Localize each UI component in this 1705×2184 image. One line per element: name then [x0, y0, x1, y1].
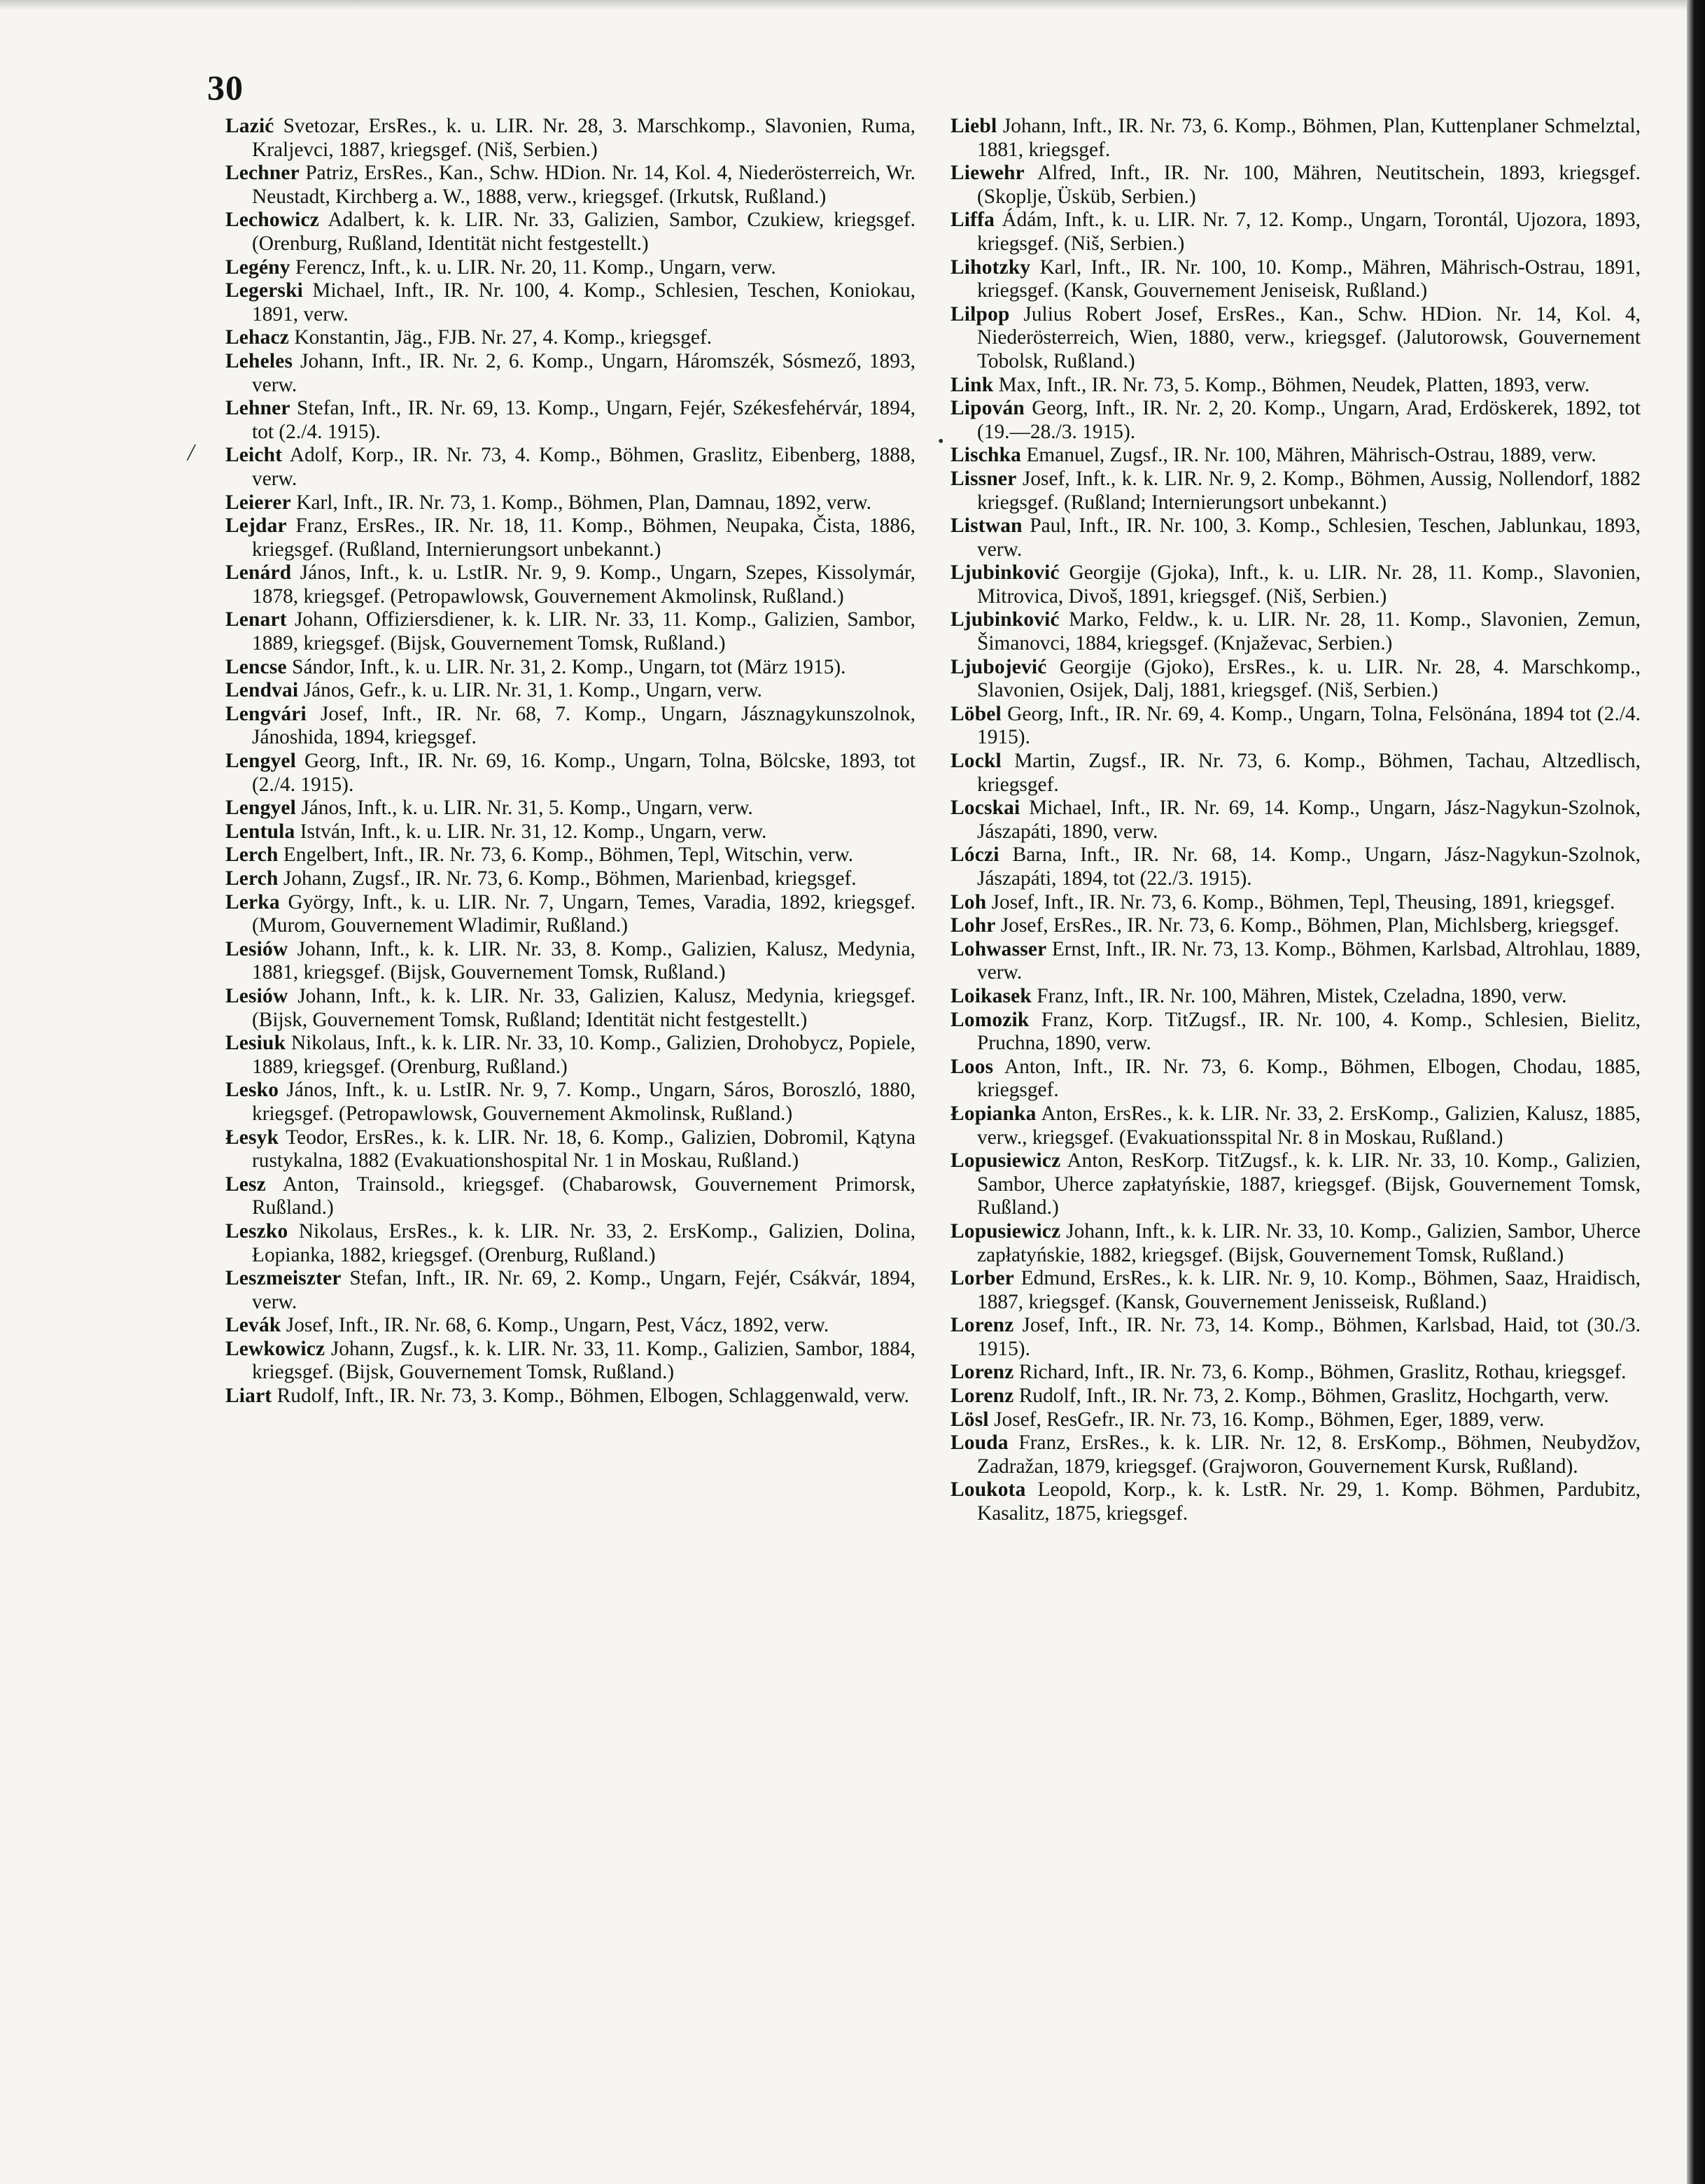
- entry-surname: Lopusiewicz: [950, 1149, 1061, 1172]
- entry-surname: Lenárd: [225, 561, 292, 584]
- entry-details: Johann, Zugsf., k. k. LIR. Nr. 33, 11. Komp., Galizien, Sambor, 1884, kriegsgef. (Bijsk, Gouvernement Tomsk, Rußland.): [252, 1337, 915, 1384]
- entry-details: Georg, Inft., IR. Nr. 69, 4. Komp., Ungarn, Tolna, Felsönána, 1894 tot (2./4. 1915).: [977, 702, 1641, 749]
- entry-surname: Lengyel: [225, 797, 296, 820]
- entry-surname: Lerch: [225, 844, 279, 867]
- entry-details: Nikolaus, ErsRes., k. k. LIR. Nr. 33, 2. ErsKomp., Galizien, Dolina, Łopianka, 1882, kriegsgef. (Orenburg, Rußland.): [252, 1219, 915, 1266]
- entry-details: György, Inft., k. u. LIR. Nr. 7, Ungarn, Temes, Varadia, 1892, kriegsgef. (Murom, Gouvernement Wladimir, Rußland.): [252, 890, 915, 937]
- entry-details: Konstantin, Jäg., FJB. Nr. 27, 4. Komp., kriegsgef.: [294, 326, 713, 349]
- register-entry: [225, 867, 915, 891]
- entry-surname: Lendvai: [225, 679, 299, 702]
- entry-surname: Lerch: [225, 867, 279, 890]
- register-entry: [225, 750, 915, 797]
- entry-details: Josef, Inft., IR. Nr. 73, 6. Komp., Böhmen, Tepl, Theusing, 1891, kriegsgef.: [991, 890, 1615, 913]
- entry-details: Anton, ResKorp. TitZugsf., k. k. LIR. Nr. 33, 10. Komp., Galizien, Sambor, Uherce zapłatyńskie, 1887, kriegsgef. (Bijsk, Gouvernement Tomsk, Rußland.): [977, 1149, 1641, 1219]
- entry-details: Franz, ErsRes., k. k. LIR. Nr. 12, 8. ErsKomp., Böhmen, Neubydžov, Zadražan, 1879, kriegsgef. (Grajworon, Gouvernement Kursk, Rußland).: [977, 1432, 1641, 1478]
- entry-details: Emanuel, Zugsf., IR. Nr. 100, Mähren, Mährisch-Ostrau, 1889, verw.: [1026, 444, 1597, 467]
- entry-details: Johann, Zugsf., IR. Nr. 73, 6. Komp., Böhmen, Marienbad, kriegsgef.: [283, 867, 857, 890]
- register-entry: [950, 397, 1641, 444]
- left-column: [225, 115, 915, 1408]
- entry-surname: Lomozik: [950, 1008, 1030, 1031]
- register-entry: [950, 1056, 1641, 1102]
- entry-surname: Lorber: [950, 1267, 1014, 1290]
- register-entry: [950, 750, 1641, 797]
- register-entry: [225, 444, 915, 491]
- entry-surname: Lengyel: [225, 750, 296, 773]
- register-entry: [225, 1314, 915, 1338]
- register-entry: [225, 162, 915, 209]
- entry-details: Franz, Korp. TitZugsf., IR. Nr. 100, 4. Komp., Schlesien, Bielitz, Pruchna, 1890, verw.: [977, 1008, 1641, 1055]
- page-right-edge: [1687, 0, 1705, 2184]
- margin-dot-mark: •: [938, 433, 944, 451]
- register-entry: [950, 209, 1641, 255]
- entry-surname: Loh: [950, 890, 987, 913]
- entry-details: Engelbert, Inft., IR. Nr. 73, 6. Komp., Böhmen, Tepl, Witschin, verw.: [283, 844, 854, 867]
- entry-surname: Lockl: [950, 750, 1002, 773]
- entry-surname: Łesyk: [225, 1126, 279, 1149]
- register-entry: [225, 938, 915, 985]
- entry-surname: Lohr: [950, 914, 996, 937]
- entry-surname: Leicht: [225, 444, 283, 467]
- entry-surname: Lechner: [225, 162, 300, 185]
- entry-surname: Lencse: [225, 655, 287, 678]
- register-entry: [225, 115, 915, 162]
- entry-surname: Liart: [225, 1385, 272, 1408]
- entry-details: Rudolf, Inft., IR. Nr. 73, 2. Komp., Böhmen, Graslitz, Hochgarth, verw.: [1018, 1385, 1609, 1408]
- entry-details: Alfred, Inft., IR. Nr. 100, Mähren, Neutitschein, 1893, kriegsgef. (Skoplje, Üsküb, Serbien.): [977, 162, 1641, 208]
- entry-details: János, Inft., k. u. LIR. Nr. 31, 5. Komp., Ungarn, verw.: [301, 797, 753, 820]
- entry-details: Johann, Offiziersdiener, k. k. LIR. Nr. 33, 11. Komp., Galizien, Sambor, 1889, kriegsgef. (Bijsk, Gouvernement Tomsk, Rußland.): [252, 608, 915, 655]
- register-entry: [950, 938, 1641, 985]
- entry-surname: Loikasek: [950, 984, 1032, 1007]
- register-entry: [225, 397, 915, 444]
- page-top-shadow: [0, 0, 1705, 10]
- entry-surname: Ljubojević: [950, 655, 1047, 678]
- register-entry: [950, 561, 1641, 608]
- entry-details: Sándor, Inft., k. u. LIR. Nr. 31, 2. Komp., Ungarn, tot (März 1915).: [292, 655, 846, 678]
- entry-details: Johann, Inft., IR. Nr. 2, 6. Komp., Ungarn, Háromszék, Sósmező, 1893, verw.: [252, 349, 915, 396]
- register-entry: [950, 1361, 1641, 1385]
- register-entry: [225, 1220, 915, 1267]
- register-entry: [225, 256, 915, 280]
- entry-surname: Liewehr: [950, 162, 1025, 185]
- entry-details: Anton, Trainsold., kriegsgef. (Chabarowsk, Gouvernement Primorsk, Rußland.): [252, 1172, 915, 1219]
- entry-details: Franz, ErsRes., IR. Nr. 18, 11. Komp., Böhmen, Neupaka, Čista, 1886, kriegsgef. (Rußland, Internierungsort unbekannt.): [252, 514, 915, 561]
- entry-surname: Lechowicz: [225, 209, 320, 232]
- register-entry: [950, 514, 1641, 561]
- entry-surname: Lesiuk: [225, 1032, 286, 1055]
- entry-details: Johann, Inft., k. k. LIR. Nr. 33, 8. Komp., Galizien, Kalusz, Medynia, 1881, kriegsgef. (Bijsk, Gouvernement Tomsk, Rußland.): [252, 937, 915, 984]
- entry-surname: Lerka: [225, 890, 280, 913]
- entry-details: Josef, Inft., IR. Nr. 73, 14. Komp., Böhmen, Karlsbad, Haid, tot (30./3. 1915).: [977, 1314, 1641, 1360]
- entry-surname: Lentula: [225, 820, 295, 843]
- entry-details: Josef, Inft., k. k. LIR. Nr. 9, 2. Komp., Böhmen, Aussig, Nollendorf, 1882 kriegsgef. (Rußland; Internierungsort unbekannt.): [977, 467, 1641, 514]
- register-entry: [225, 797, 915, 820]
- entry-surname: Lipován: [950, 397, 1025, 420]
- entry-details: Ádám, Inft., k. u. LIR. Nr. 7, 12. Komp., Ungarn, Torontál, Ujozora, 1893, kriegsgef. (Niš, Serbien.): [977, 209, 1641, 255]
- entry-details: Johann, Inft., k. k. LIR. Nr. 33, Galizien, Kalusz, Medynia, kriegsgef. (Bijsk, Gouvernement Tomsk, Rußland; Identität nicht festgestellt.): [252, 984, 915, 1031]
- entry-surname: Louda: [950, 1432, 1009, 1455]
- entry-surname: Loukota: [950, 1478, 1026, 1502]
- register-entry: [225, 703, 915, 750]
- register-entry: [950, 844, 1641, 890]
- register-entry: [225, 891, 915, 938]
- entry-details: Georg, Inft., IR. Nr. 69, 16. Komp., Ungarn, Tolna, Bölcske, 1893, tot (2./4. 1915).: [252, 750, 915, 796]
- entry-details: Josef, Inft., IR. Nr. 68, 6. Komp., Ungarn, Pest, Vácz, 1892, verw.: [286, 1314, 829, 1337]
- register-entry: [950, 914, 1641, 938]
- register-entry: [225, 844, 915, 867]
- entry-surname: Łopianka: [950, 1102, 1037, 1125]
- register-entry: [950, 1102, 1641, 1149]
- entry-details: János, Inft., k. u. LstIR. Nr. 9, 9. Komp., Ungarn, Szepes, Kissolymár, 1878, kriegsgef. (Petropawlowsk, Gouvernement Akmolinsk, Rußland.): [252, 561, 915, 608]
- entry-surname: Leierer: [225, 491, 291, 514]
- register-entry: [225, 561, 915, 608]
- entry-details: János, Gefr., k. u. LIR. Nr. 31, 1. Komp., Ungarn, verw.: [303, 679, 762, 702]
- entry-details: Anton, ErsRes., k. k. LIR. Nr. 33, 2. ErsKomp., Galizien, Kalusz, 1885, verw., kriegsgef. (Evakuationsspital Nr. 8 in Moskau, Rußland.): [977, 1102, 1641, 1149]
- register-entry: [225, 350, 915, 397]
- entry-details: Rudolf, Inft., IR. Nr. 73, 3. Komp., Böhmen, Elbogen, Schlaggenwald, verw.: [276, 1385, 910, 1408]
- register-entry: [225, 491, 915, 515]
- entry-details: Ernst, Inft., IR. Nr. 73, 13. Komp., Böhmen, Karlsbad, Altrohlau, 1889, verw.: [977, 937, 1641, 984]
- register-entry: [225, 209, 915, 255]
- entry-surname: Lösl: [950, 1408, 989, 1431]
- entry-details: Georg, Inft., IR. Nr. 2, 20. Komp., Ungarn, Arad, Erdöskerek, 1892, tot (19.—28./3. 1915).: [977, 397, 1641, 443]
- entry-details: Ferencz, Inft., k. u. LIR. Nr. 20, 11. Komp., Ungarn, verw.: [295, 255, 776, 279]
- entry-surname: Lewkowicz: [225, 1337, 325, 1360]
- entry-surname: Löbel: [950, 702, 1002, 725]
- entry-surname: Lengvári: [225, 702, 307, 725]
- register-entry: [225, 279, 915, 326]
- entry-surname: Listwan: [950, 514, 1023, 538]
- entry-surname: Legerski: [225, 279, 303, 302]
- entry-details: Josef, ResGefr., IR. Nr. 73, 16. Komp., Böhmen, Eger, 1889, verw.: [994, 1408, 1545, 1431]
- register-entry: [950, 1432, 1641, 1478]
- entry-details: Michael, Inft., IR. Nr. 100, 4. Komp., Schlesien, Teschen, Koniokau, 1891, verw.: [252, 279, 915, 326]
- register-entry: [950, 656, 1641, 703]
- entry-surname: Link: [950, 373, 994, 396]
- entry-surname: Lóczi: [950, 844, 999, 867]
- entry-surname: Ljubinković: [950, 561, 1060, 584]
- register-entry: [225, 985, 915, 1032]
- register-entry: [225, 608, 915, 655]
- entry-details: István, Inft., k. u. LIR. Nr. 31, 12. Komp., Ungarn, verw.: [300, 820, 767, 843]
- entry-details: Franz, Inft., IR. Nr. 100, Mähren, Mistek, Czeladna, 1890, verw.: [1037, 984, 1567, 1007]
- entry-details: Stefan, Inft., IR. Nr. 69, 2. Komp., Ungarn, Fejér, Csákvár, 1894, verw.: [252, 1267, 915, 1313]
- register-entry: [950, 115, 1641, 162]
- entry-surname: Lejdar: [225, 514, 287, 538]
- entry-details: Johann, Inft., k. k. LIR. Nr. 33, 10. Komp., Galizien, Sambor, Uherce zapłatyńskie, 1882, kriegsgef. (Bijsk, Gouvernement Tomsk, Rußland.): [977, 1219, 1641, 1266]
- register-entry: [225, 326, 915, 350]
- entry-details: Karl, Inft., IR. Nr. 73, 1. Komp., Böhmen, Plan, Damnau, 1892, verw.: [296, 491, 871, 514]
- entry-surname: Leszko: [225, 1219, 288, 1242]
- entry-surname: Lenart: [225, 608, 287, 631]
- register-entry: [950, 162, 1641, 209]
- entry-surname: Loos: [950, 1055, 994, 1078]
- entry-details: Johann, Inft., IR. Nr. 73, 6. Komp., Böhmen, Plan, Kuttenplaner Schmelztal, 1881, kriegsgef.: [977, 115, 1641, 161]
- entry-surname: Lorenz: [950, 1385, 1014, 1408]
- entry-details: Marko, Feldw., k. u. LIR. Nr. 28, 11. Komp., Slavonien, Zemun, Šimanovci, 1884, kriegsgef. (Knjaževac, Serbien.): [977, 608, 1641, 655]
- entry-surname: Lorenz: [950, 1361, 1014, 1384]
- entry-details: Josef, Inft., IR. Nr. 68, 7. Komp., Ungarn, Jásznagykunszolnok, Jánoshida, 1894, kriegsgef.: [252, 702, 915, 749]
- entry-surname: Lopusiewicz: [950, 1219, 1061, 1242]
- entry-details: Stefan, Inft., IR. Nr. 69, 13. Komp., Ungarn, Fejér, Székesfehérvár, 1894, tot (2./4. 1915).: [252, 397, 915, 443]
- entry-details: Leopold, Korp., k. k. LstR. Nr. 29, 1. Komp. Böhmen, Pardubitz, Kasalitz, 1875, kriegsgef.: [977, 1478, 1641, 1525]
- entry-details: Josef, ErsRes., IR. Nr. 73, 6. Komp., Böhmen, Plan, Michlsberg, kriegsgef.: [1000, 914, 1620, 937]
- entry-surname: Leheles: [225, 349, 293, 372]
- register-entry: [225, 1079, 915, 1126]
- entry-surname: Lehacz: [225, 326, 289, 349]
- register-entry: [225, 820, 915, 844]
- page-number: 30: [207, 68, 244, 107]
- entry-surname: Lorenz: [950, 1314, 1014, 1337]
- register-entry: [950, 256, 1641, 303]
- entry-surname: Lazić: [225, 115, 274, 137]
- entry-details: Georgije (Gjoko), ErsRes., k. u. LIR. Nr. 28, 4. Marschkomp., Slavonien, Osijek, Dalj, 1881, kriegsgef. (Niš, Serbien.): [977, 655, 1641, 702]
- register-entry: [225, 514, 915, 561]
- entry-details: Edmund, ErsRes., k. k. LIR. Nr. 9, 10. Komp., Böhmen, Saaz, Hraidisch, 1887, kriegsgef. (Kansk, Gouvernement Jenisseisk, Rußland.): [977, 1267, 1641, 1313]
- register-entry: [225, 1032, 915, 1079]
- register-entry: [950, 891, 1641, 915]
- entry-details: Nikolaus, Inft., k. k. LIR. Nr. 33, 10. Komp., Galizien, Drohobycz, Popiele, 1889, kriegsgef. (Orenburg, Rußland.): [252, 1032, 915, 1078]
- register-entry: [950, 1009, 1641, 1056]
- entry-surname: Lesz: [225, 1172, 266, 1196]
- register-entry: [950, 1220, 1641, 1267]
- entry-details: Adalbert, k. k. LIR. Nr. 33, Galizien, Sambor, Czukiew, kriegsgef. (Orenburg, Rußland, Identität nicht festgestellt.): [252, 209, 915, 255]
- entry-surname: Lesiów: [225, 937, 288, 960]
- register-entry: [950, 797, 1641, 844]
- register-entry: [225, 1267, 915, 1314]
- register-entry: [950, 985, 1641, 1009]
- register-entry: [950, 1478, 1641, 1525]
- entry-details: Svetozar, ErsRes., k. u. LIR. Nr. 28, 3. Marschkomp., Slavonien, Ruma, Kraljevci, 1887, kriegsgef. (Niš, Serbien.): [252, 115, 915, 161]
- margin-pencil-mark: /: [188, 440, 195, 465]
- register-entry: [950, 703, 1641, 750]
- entry-surname: Lischka: [950, 444, 1022, 467]
- entry-surname: Lehner: [225, 397, 290, 420]
- entry-surname: Lesko: [225, 1079, 279, 1102]
- register-entry: [950, 303, 1641, 374]
- entry-details: Georgije (Gjoka), Inft., k. u. LIR. Nr. 28, 11. Komp., Slavonien, Mitrovica, Divoš, 1891, kriegsgef. (Niš, Serbien.): [977, 561, 1641, 608]
- register-entry: [225, 1385, 915, 1408]
- register-entry: [950, 1314, 1641, 1361]
- register-entry: [225, 679, 915, 703]
- register-entry: [950, 1385, 1641, 1408]
- entry-surname: Lohwasser: [950, 937, 1047, 960]
- entry-surname: Ljubinković: [950, 608, 1060, 631]
- register-entry: [225, 1173, 915, 1220]
- register-entry: [950, 1267, 1641, 1314]
- entry-details: Michael, Inft., IR. Nr. 69, 14. Komp., Ungarn, Jász-Nagykun-Szolnok, Jászapáti, 1890, verw.: [977, 797, 1641, 843]
- entry-surname: Lihotzky: [950, 255, 1031, 279]
- entry-details: János, Inft., k. u. LstIR. Nr. 9, 7. Komp., Ungarn, Sáros, Boroszló, 1880, kriegsgef. (Petropawlowsk, Gouvernement Akmolinsk, Rußland.): [252, 1079, 915, 1125]
- entry-details: Karl, Inft., IR. Nr. 100, 10. Komp., Mähren, Mährisch-Ostrau, 1891, kriegsgef. (Kansk, Gouvernement Jeniseisk, Rußland.): [977, 255, 1641, 302]
- register-entry: [950, 608, 1641, 655]
- entry-details: Richard, Inft., IR. Nr. 73, 6. Komp., Böhmen, Graslitz, Rothau, kriegsgef.: [1018, 1361, 1627, 1384]
- entry-details: Patriz, ErsRes., Kan., Schw. HDion. Nr. 14, Kol. 4, Niederösterreich, Wr. Neustadt, Kirchberg a. W., 1888, verw., kriegsgef. (Irkutsk, Rußland.): [252, 162, 915, 208]
- entry-surname: Leszmeiszter: [225, 1267, 342, 1290]
- register-entry: [950, 444, 1641, 468]
- entry-details: Adolf, Korp., IR. Nr. 73, 4. Komp., Böhmen, Graslitz, Eibenberg, 1888, verw.: [252, 444, 915, 490]
- register-entry: [950, 374, 1641, 398]
- right-column: [950, 115, 1641, 1526]
- register-entry: [225, 1338, 915, 1385]
- register-entry: [225, 656, 915, 680]
- entry-surname: Levák: [225, 1314, 281, 1337]
- register-entry: [950, 1149, 1641, 1220]
- entry-details: Barna, Inft., IR. Nr. 68, 14. Komp., Ungarn, Jász-Nagykun-Szolnok, Jászapáti, 1894, tot (22./3. 1915).: [977, 844, 1641, 890]
- entry-surname: Lilpop: [950, 302, 1010, 326]
- entry-details: Martin, Zugsf., IR. Nr. 73, 6. Komp., Böhmen, Tachau, Altzedlisch, kriegsgef.: [977, 750, 1641, 796]
- entry-details: Max, Inft., IR. Nr. 73, 5. Komp., Böhmen, Neudek, Platten, 1893, verw.: [998, 373, 1590, 396]
- register-entry: [225, 1126, 915, 1173]
- entry-surname: Lesiów: [225, 984, 288, 1007]
- entry-surname: Liffa: [950, 209, 995, 232]
- entry-surname: Liebl: [950, 115, 997, 137]
- entry-surname: Locskai: [950, 797, 1020, 820]
- entry-surname: Legény: [225, 255, 290, 279]
- entry-surname: Lissner: [950, 467, 1017, 490]
- entry-details: Anton, Inft., IR. Nr. 73, 6. Komp., Böhmen, Elbogen, Chodau, 1885, kriegsgef.: [977, 1055, 1641, 1102]
- entry-details: Julius Robert Josef, ErsRes., Kan., Schw. HDion. Nr. 14, Kol. 4, Niederösterreich, Wien, 1880, verw., kriegsgef. (Jalutorowsk, Gouvernement Tobolsk, Rußland.): [977, 302, 1641, 372]
- entry-details: Paul, Inft., IR. Nr. 100, 3. Komp., Schlesien, Teschen, Jablunkau, 1893, verw.: [977, 514, 1641, 561]
- register-entry: [950, 468, 1641, 514]
- register-entry: [950, 1408, 1641, 1432]
- entry-details: Teodor, ErsRes., k. k. LIR. Nr. 18, 6. Komp., Galizien, Dobromil, Kątyna rustykalna, 1882 (Evakuationshospital Nr. 1 in Moskau, Rußland.): [252, 1126, 915, 1172]
